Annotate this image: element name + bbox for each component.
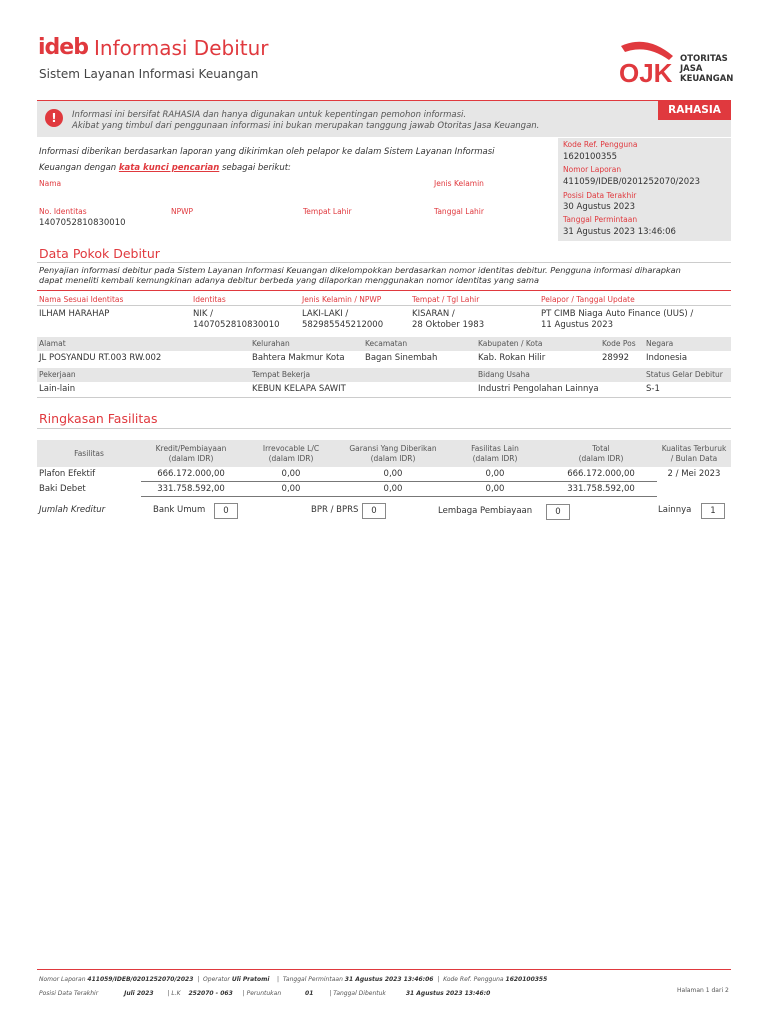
- col-header: Fasilitas: [37, 440, 141, 467]
- col-header: Kredit/Pembiayaan (dalam IDR): [141, 440, 241, 467]
- posisi-data-value: 30 Agustus 2023: [563, 202, 636, 212]
- notice-divider: [37, 100, 731, 101]
- jenis-kelamin-label: Jenis Kelamin: [434, 179, 484, 188]
- bank-umum-count: 0: [214, 503, 238, 519]
- footer-divider: [37, 969, 731, 970]
- table-row: Plafon Efektif 666.172.000,00 0,00 0,00 0,00 666.172.000,00 2 / Mei 2023: [37, 467, 731, 482]
- negara-value: Indonesia: [646, 353, 688, 363]
- page-number: Halaman 1 dari 2: [677, 987, 729, 994]
- kabupaten-header: Kabupaten / Kota: [478, 339, 543, 348]
- identitas-header: Identitas: [193, 295, 226, 304]
- col-header: Fasilitas Lain (dalam IDR): [445, 440, 545, 467]
- request-intro: Informasi diberikan berdasarkan laporan yang dikirimkan oleh pelapor ke dalam Sistem Layanan Informasi Keuangan dengan kata kunci pencarian sebagai berikut:: [39, 147, 495, 173]
- pelapor-header: Pelapor / Tanggal Update: [541, 295, 635, 304]
- divider: [37, 428, 731, 429]
- notice-text: Informasi ini bersifat RAHASIA dan hanya digunakan untuk kepentingan pemohon informasi. Akibat yang timbul dari penggunaan informasi ini bukan merupakan tanggung jawab Otoritas Jasa Keuangan.: [72, 110, 540, 131]
- kecamatan-header: Kecamatan: [365, 339, 408, 348]
- divider: [37, 290, 731, 291]
- job-header-band: [37, 368, 731, 382]
- kelurahan-value: Bahtera Makmur Kota: [252, 353, 345, 363]
- gelar-value: S-1: [646, 384, 660, 394]
- ttl-header: Tempat / Tgl Lahir: [412, 295, 480, 304]
- tanggal-permintaan-value: 31 Agustus 2023 13:46:06: [563, 227, 676, 237]
- ojk-logo-icon: [617, 38, 679, 90]
- kode-ref-label: Kode Ref. Pengguna: [563, 140, 638, 149]
- gelar-header: Status Gelar Debitur: [646, 370, 723, 379]
- nomor-laporan-label: Nomor Laporan: [563, 165, 622, 174]
- tanggal-permintaan-label: Tanggal Permintaan: [563, 215, 638, 224]
- table-row: Baki Debet 331.758.592,00 0,00 0,00 0,00 331.758.592,00: [37, 482, 731, 497]
- kecamatan-value: Bagan Sinembah: [365, 353, 438, 363]
- lembaga-label: Lembaga Pembiayaan: [438, 506, 533, 516]
- posisi-data-label: Posisi Data Terakhir: [563, 191, 637, 200]
- bpr-label: BPR / BPRS: [311, 505, 359, 515]
- kodepos-value: 28992: [602, 353, 630, 363]
- bidang-usaha-value: Industri Pengolahan Lainnya: [478, 384, 599, 394]
- tanggal-lahir-label: Tanggal Lahir: [434, 207, 484, 216]
- col-header: Kualitas Terburuk / Bulan Data: [657, 440, 731, 467]
- divider: [37, 397, 731, 398]
- footer-line2: Posisi Data Terakhir Juli 2023 | L.K 252070 - 063 | Peruntukan 01 | Tanggal Dibentuk 31 Agustus 2023 13:46:0: [39, 990, 491, 997]
- col-header: Total (dalam IDR): [545, 440, 657, 467]
- col-header: Garansi Yang Diberikan (dalam IDR): [341, 440, 445, 467]
- pokok-description: Penyajian informasi debitur pada Sistem Layanan Informasi Keuangan dikelompokkan berdasarkan nomor identitas debitur. Pengguna informasi diharapkan dapat meneliti kembali kemungkinan adanya debitur berbeda yang dilaporkan menggunakan nomor identitas yang sama: [39, 265, 681, 285]
- ideb-logo: ideb: [38, 35, 88, 60]
- jk-npwp-value: LAKI-LAKI / 582985545212000: [302, 309, 384, 330]
- divider: [37, 262, 731, 263]
- jumlah-kreditur-label: Jumlah Kreditur: [39, 505, 106, 515]
- col-header: Irrevocable L/C (dalam IDR): [241, 440, 341, 467]
- kode-ref-value: 1620100355: [563, 152, 618, 162]
- pekerjaan-header: Pekerjaan: [39, 370, 76, 379]
- pelapor-value: PT CIMB Niaga Auto Finance (UUS) / 11 Agustus 2023: [541, 309, 694, 330]
- footer-line1: Nomor Laporan 411059/IDEB/0201252070/2023 | Operator Uli Pratomi | Tanggal Permintaan 31 Agustus 2023 13:46:06 | Kode Ref. Pengguna 1620100355: [39, 976, 548, 983]
- npwp-label: NPWP: [171, 207, 194, 216]
- tempat-bekerja-value: KEBUN KELAPA SAWIT: [252, 384, 346, 394]
- page-subtitle: Sistem Layanan Informasi Keuangan: [39, 67, 259, 81]
- nama-header: Nama Sesuai Identitas: [39, 295, 124, 304]
- jk-npwp-header: Jenis Kelamin / NPWP: [302, 295, 382, 304]
- tempat-bekerja-header: Tempat Bekerja: [252, 370, 311, 379]
- ojk-name: OTORITAS JASA KEUANGAN: [680, 54, 734, 84]
- alamat-value: JL POSYANDU RT.003 RW.002: [39, 353, 162, 363]
- ojk-logo-text: OJK: [619, 58, 673, 86]
- divider: [37, 305, 731, 306]
- section-title-pokok: Data Pokok Debitur: [39, 246, 160, 261]
- no-identitas-value: 1407052810830010: [39, 218, 126, 228]
- kelurahan-header: Kelurahan: [252, 339, 290, 348]
- bidang-usaha-header: Bidang Usaha: [478, 370, 530, 379]
- lembaga-count: 0: [546, 504, 570, 520]
- alamat-header: Alamat: [39, 339, 66, 348]
- section-title-fasilitas: Ringkasan Fasilitas: [39, 411, 158, 426]
- negara-header: Negara: [646, 339, 674, 348]
- nama-value: ILHAM HARAHAP: [39, 309, 110, 319]
- nama-label: Nama: [39, 179, 62, 188]
- nomor-laporan-value: 411059/IDEB/0201252070/2023: [563, 177, 701, 187]
- no-identitas-label: No. Identitas: [39, 207, 87, 216]
- bpr-count: 0: [362, 503, 386, 519]
- kualitas-value: 2 / Mei 2023: [667, 469, 721, 479]
- info-icon: !: [45, 109, 63, 127]
- kabupaten-value: Kab. Rokan Hilir: [478, 353, 546, 363]
- search-keyword-link[interactable]: kata kunci pencarian: [118, 163, 220, 173]
- identitas-value: NIK / 1407052810830010: [193, 309, 280, 330]
- page-title: Informasi Debitur: [94, 36, 269, 60]
- rahasia-badge: RAHASIA: [658, 100, 731, 120]
- facility-summary-table: [37, 440, 731, 497]
- lainnya-label: Lainnya: [658, 505, 692, 515]
- lainnya-count: 1: [701, 503, 725, 519]
- ttl-value: KISARAN / 28 Oktober 1983: [412, 309, 485, 330]
- pekerjaan-value: Lain-lain: [39, 384, 76, 394]
- bank-umum-label: Bank Umum: [153, 505, 206, 515]
- tempat-lahir-label: Tempat Lahir: [303, 207, 352, 216]
- kodepos-header: Kode Pos: [602, 339, 636, 348]
